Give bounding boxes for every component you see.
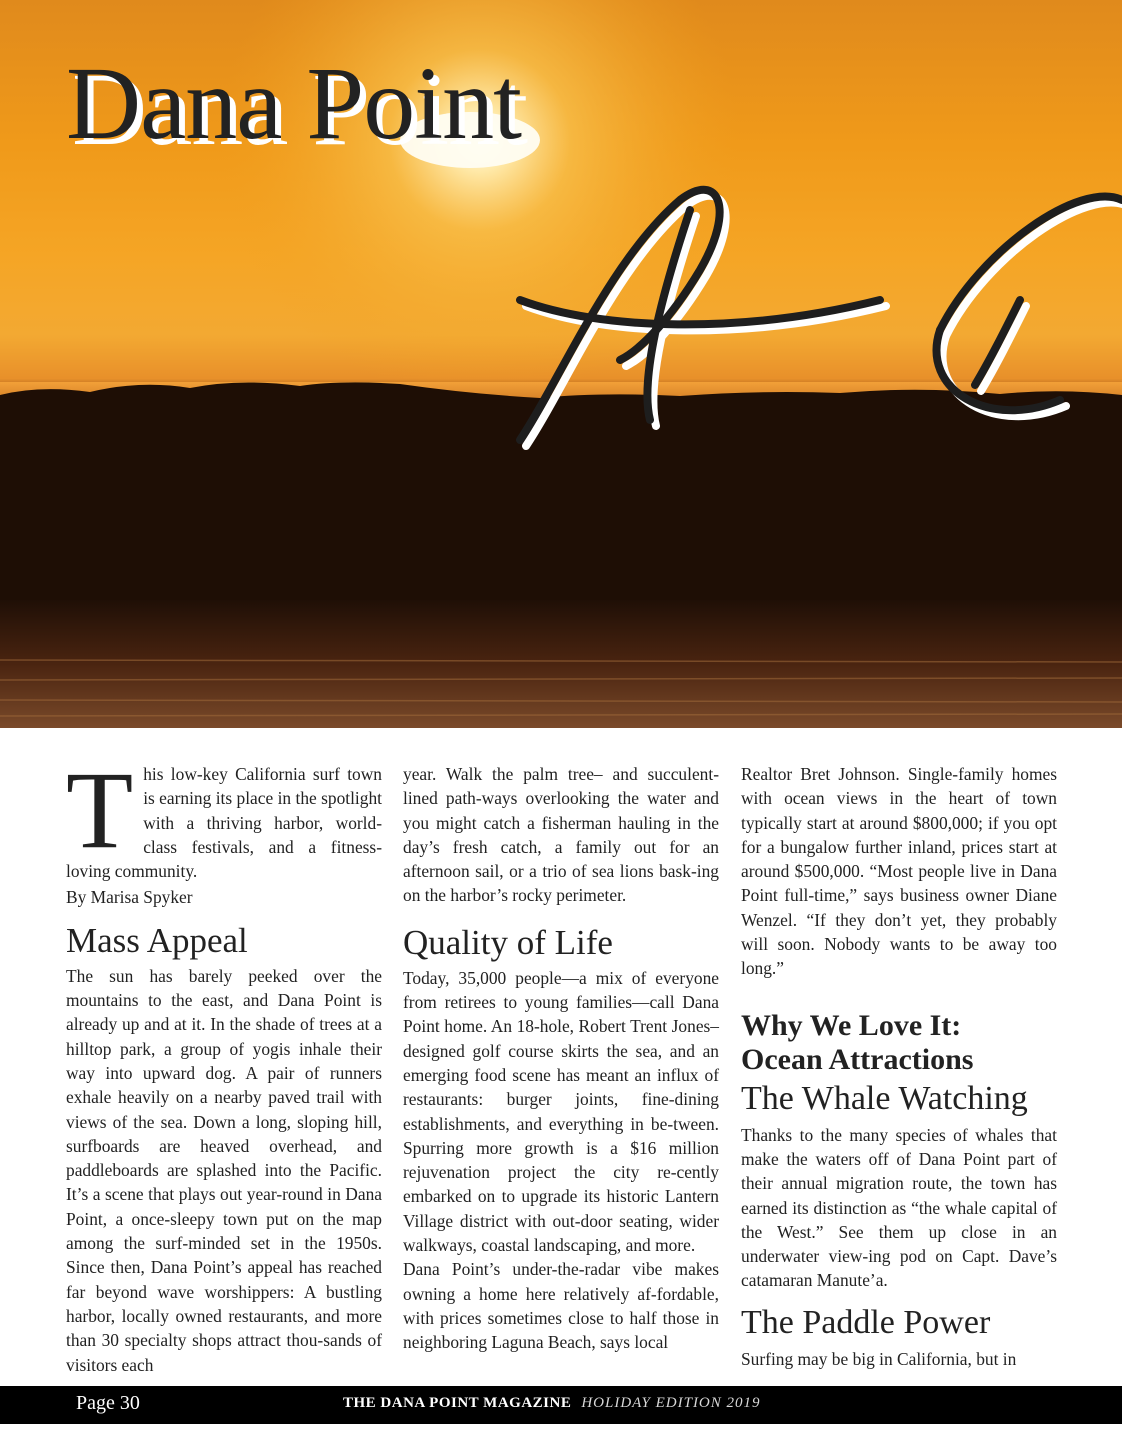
intro-text: his low-key California surf town is earning its place in the spotlight with a thriving harbor, world-class festivals, and a fitness-loving community. <box>66 764 382 882</box>
page-number: Page 30 <box>76 1392 140 1414</box>
paragraph: Today, 35,000 people—a mix of everyone from retirees to young families—call Dana Point home. An 18-hole, Robert Trent Jones–designed golf course skirts the sea, and an emerging food scene has meant an influx of restaurants: burger joints, fine-dining establishments, and everything in be-tween. Spurring more growth is a $16 million rejuvenation project the city re-cently embarked on to upgrade its historic Lantern Village district with out-door seating, wider walkways, coastal landscaping, and more. <box>403 967 719 1256</box>
footer-bar <box>0 1386 1122 1424</box>
section-heading-why-we-love-it <box>741 1009 1057 1077</box>
paragraph: The sun has barely peeked over the mountains to the east, and Dana Point is already up and at it. In the shade of trees at a hilltop park, a group of yogis inhale their way into upward dog. A pair of runners exhale heavily on a nearby paved trail with views of the sea. Down a long, sloping hill, surfboards are heaved overhead, and paddleboards are splashed into the Pacific. It’s a scene that plays out year-round in Dana Point, a once-sleepy town put on the map among the surf-minded set in the 1950s. Since then, Dana Point’s appeal has reached far beyond wave worshippers: A bustling harbor, locally owned restaurants, and more than 30 specialty shops attract thou-sands of visitors each <box>66 965 382 1375</box>
heading-line: Why We Love It: <box>741 1008 962 1042</box>
heading-line: Ocean Attractions <box>741 1042 974 1076</box>
paragraph: Realtor Bret Johnson. Single-family homes with ocean views in the heart of town typically start at around $800,000; if you opt for a bungalow further inland, prices start at around $500,000. “Most people live in Dana Point full-time,” says business owner Diane Wenzel. “If they don’t yet, they probably will soon. Nobody wants to be away too long.” <box>741 764 1057 979</box>
magazine-name <box>343 1395 761 1412</box>
article-column-1 <box>66 749 382 1377</box>
edition-label: HOLIDAY EDITION 2019 <box>581 1395 761 1411</box>
subheading-whale-watching: The Whale Watching <box>741 1079 1028 1117</box>
section-heading-mass-appeal: Mass Appeal <box>66 920 248 960</box>
article-column-3 <box>741 762 1057 1371</box>
byline: By Marisa Spyker <box>66 887 193 908</box>
intro-paragraph <box>66 749 382 883</box>
dropcap: T <box>66 749 134 871</box>
paragraph: Surfing may be big in California, but in <box>741 1348 1017 1369</box>
article-column-2 <box>403 762 719 1355</box>
paragraph: Dana Point’s under-the-radar vibe makes owning a home here relatively af-fordable, with prices sometimes close to half those in neighboring Laguna Beach, says local <box>403 1259 719 1353</box>
subheading-paddle-power: The Paddle Power <box>741 1303 991 1341</box>
page-title: Dana Point <box>66 46 522 161</box>
magazine-title: THE DANA POINT MAGAZINE <box>343 1395 572 1411</box>
paragraph: year. Walk the palm tree– and succulent-lined path-ways overlooking the water and you might catch a fisherman hauling in the day’s fresh catch, a family out for an afternoon sail, or a trio of sea lions bask-ing on the harbor’s rocky perimeter. <box>403 764 719 906</box>
section-heading-quality-of-life: Quality of Life <box>403 922 613 962</box>
paragraph: Thanks to the many species of whales that make the waters off of Dana Point part of their annual migration route, the town has earned its distinction as “the whale capital of the West.” See them up close in an underwater view-ing pod on Capt. Dave’s catamaran Manute’a. <box>741 1124 1057 1291</box>
water <box>0 600 1122 728</box>
